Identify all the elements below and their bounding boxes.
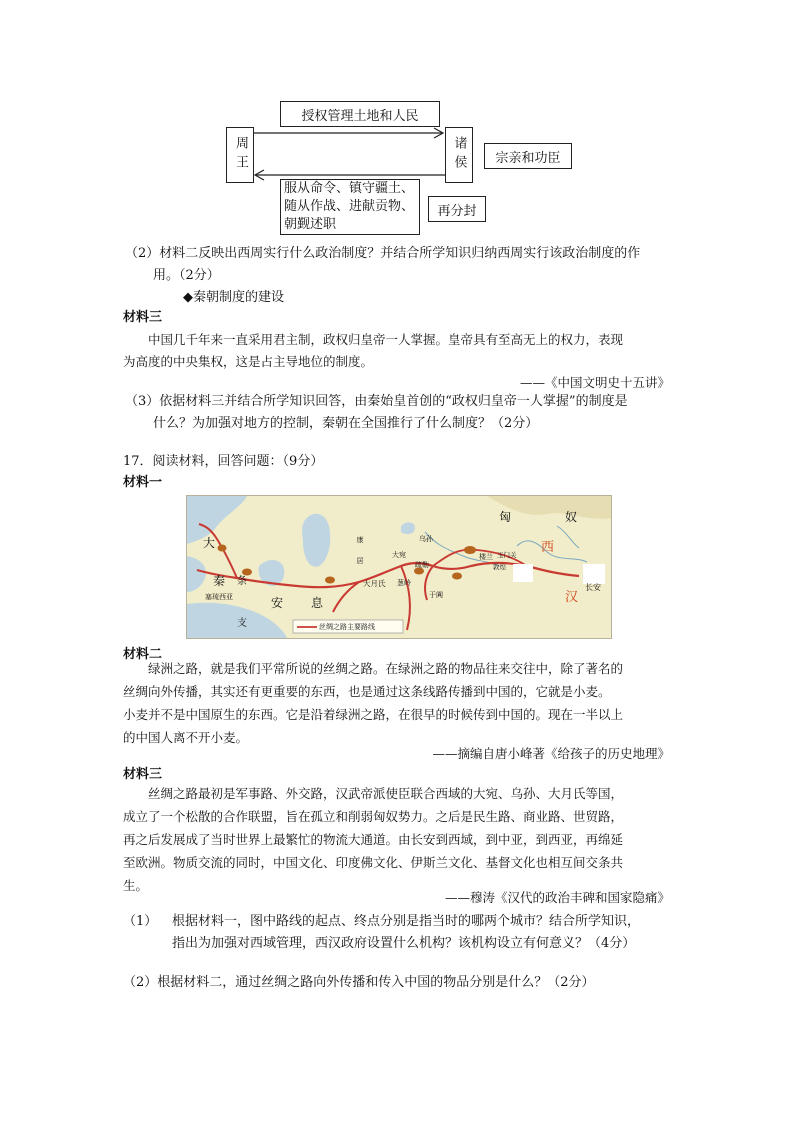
q17-m2-body <box>123 657 683 749</box>
map-label-wusun: 乌孙 <box>419 535 433 543</box>
q16-q3-line2: 什么？为加强对地方的控制，秦朝在全国推行了什么制度？（2分） <box>153 416 539 431</box>
map-graphic <box>187 496 611 638</box>
q16-m3-line2: 为高度的中央集权，这是占主导地位的制度。 <box>123 354 374 369</box>
vassals-label: 诸侯 <box>451 136 467 174</box>
q17-m2-line4: 的中国人离不开小麦。 <box>123 730 249 745</box>
q17-q1-line1: 根据材料一，图中路线的起点、终点分别是指当时的哪两个城市？结合所学知识， <box>172 914 641 929</box>
q17-m2-line3: 小麦并不是中国原生的东西。它是沿着绿洲之路，在很早的时候传到中国的。现在一半以上 <box>123 707 624 722</box>
map-label-zhi: 支 <box>237 618 247 629</box>
q16-q3-line1: （3）依据材料三并结合所学知识回答，由秦始皇首创的“政权归皇帝一人掌握”的制度是 <box>125 394 628 409</box>
map-label-xi: 息 <box>311 596 324 610</box>
map-label-tiao: 条 <box>237 576 247 587</box>
map-legend-label: 丝绸之路主要路线 <box>319 623 375 631</box>
map-label-xiongnu-2: 奴 <box>565 510 578 524</box>
q17-m3-line3: 再之后发展成了当时世界上最繁忙的物流大通道。由长安到西域，到中亚，到西亚，再绵延 <box>123 832 624 847</box>
q17-m3-line2: 成立了一个松散的合作联盟，旨在孤立和削弱匈奴势力。之后是民生路、商业路、世贸路， <box>123 809 624 824</box>
map-label-shule: 疏勒 <box>415 561 429 569</box>
map-label-an: 安 <box>271 596 284 610</box>
q17-m3-line1: 丝绸之路最初是军事路、外交路，汉武帝派使臣联合西域的大宛、乌孙、大月氏等国， <box>148 786 624 801</box>
map-label-xi-region: 西 <box>541 540 555 555</box>
q17-q2: （2）根据材料二，通过丝绸之路向外传播和传入中国的物品分别是什么？（2分） <box>123 975 595 990</box>
map-label-yutian: 于阗 <box>429 591 443 599</box>
q17-m2-line2: 丝绸向外传播，其实还有更重要的东西，也是通过这条线路传播到中国的，它就是小麦。 <box>123 684 611 699</box>
q17-m2-source: ——摘编自唐小峰著《给孩子的历史地理》 <box>432 746 670 761</box>
map-label-han: 汉 <box>565 590 579 605</box>
kin-box: 宗亲和功臣 <box>484 143 572 169</box>
duties-line-3: 朝觐述职 <box>284 217 337 232</box>
map-label-yumenguan: 玉门关 <box>497 551 517 559</box>
q16-m3-line1: 中国几千年来一直采用君主制，政权归皇帝一人掌握。皇帝具有至高无上的权力，表现 <box>148 332 624 347</box>
q17-m3-line4: 至欧洲。物质交流的同时，中国文化、印度佛文化、伊斯兰文化、基督文化也相互间交条共 <box>123 855 624 870</box>
map-label-xiongnu-1: 匈 <box>499 510 512 524</box>
q17-q1-line2: 指出为加强对西域管理，西汉政府设置什么机构？该机构设立有何意义？（4分） <box>172 936 636 951</box>
map-label-congling: 葱岭 <box>397 579 411 587</box>
subfief-box: 再分封 <box>428 196 486 222</box>
q16-m3-source: ——《中国文明史十五讲》 <box>519 375 670 390</box>
q17-m1-label: 材料一 <box>123 475 163 490</box>
map-label-dayuan: 大宛 <box>392 551 406 559</box>
q17-m3-line5: 生。 <box>123 878 149 893</box>
section-heading: ◆秦朝制度的建设 <box>183 290 284 305</box>
map-label-da: 大 <box>203 536 216 550</box>
q17-m3-label: 材料三 <box>123 767 163 782</box>
q17-m3-source: ——穆涛《汉代的政治丰碑和国家隐痛》 <box>444 890 670 905</box>
q17-q1-num: （1） <box>123 914 158 929</box>
q16-q2-line2: 用。（2分） <box>153 268 220 283</box>
q17-m2-label: 材料二 <box>123 647 163 662</box>
q17-m2-line1: 绿洲之路，就是我们平常所说的丝绸之路。在绿洲之路的物品往来交往中，除了著名的 <box>148 661 624 676</box>
map-label-changan: 长安 <box>585 583 601 592</box>
q16-q2-line1: （2）材料二反映出西周实行什么政治制度？并结合所学知识归纳西周实行该政治制度的作 <box>125 246 641 261</box>
zhou-king-label: 周王 <box>233 136 248 174</box>
map-label-loulan: 楼兰 <box>479 553 493 561</box>
map-label-dunhuang: 敦煌 <box>493 563 506 571</box>
grant-label-box: 授权管理土地和人民 <box>280 101 440 127</box>
map-label-kangju: 康居 <box>356 536 364 578</box>
q17-heading: 17．阅读材料，回答问题：（9分） <box>123 454 324 469</box>
q16-m3-label: 材料三 <box>123 310 163 325</box>
map-label-dayuezhi: 大月氏 <box>363 579 386 588</box>
map-label-sailusiya: 塞琉西亚 <box>205 593 233 601</box>
diagram-arrows <box>250 125 450 185</box>
silk-road-map <box>186 495 612 639</box>
duties-line-2: 随从作战、进献贡物、 <box>284 199 415 214</box>
duties-line-1: 服从命令、镇守疆土、 <box>284 181 415 196</box>
duties-box <box>280 179 420 235</box>
q17-m3-body <box>123 782 683 897</box>
map-label-qin: 秦 <box>213 574 226 588</box>
